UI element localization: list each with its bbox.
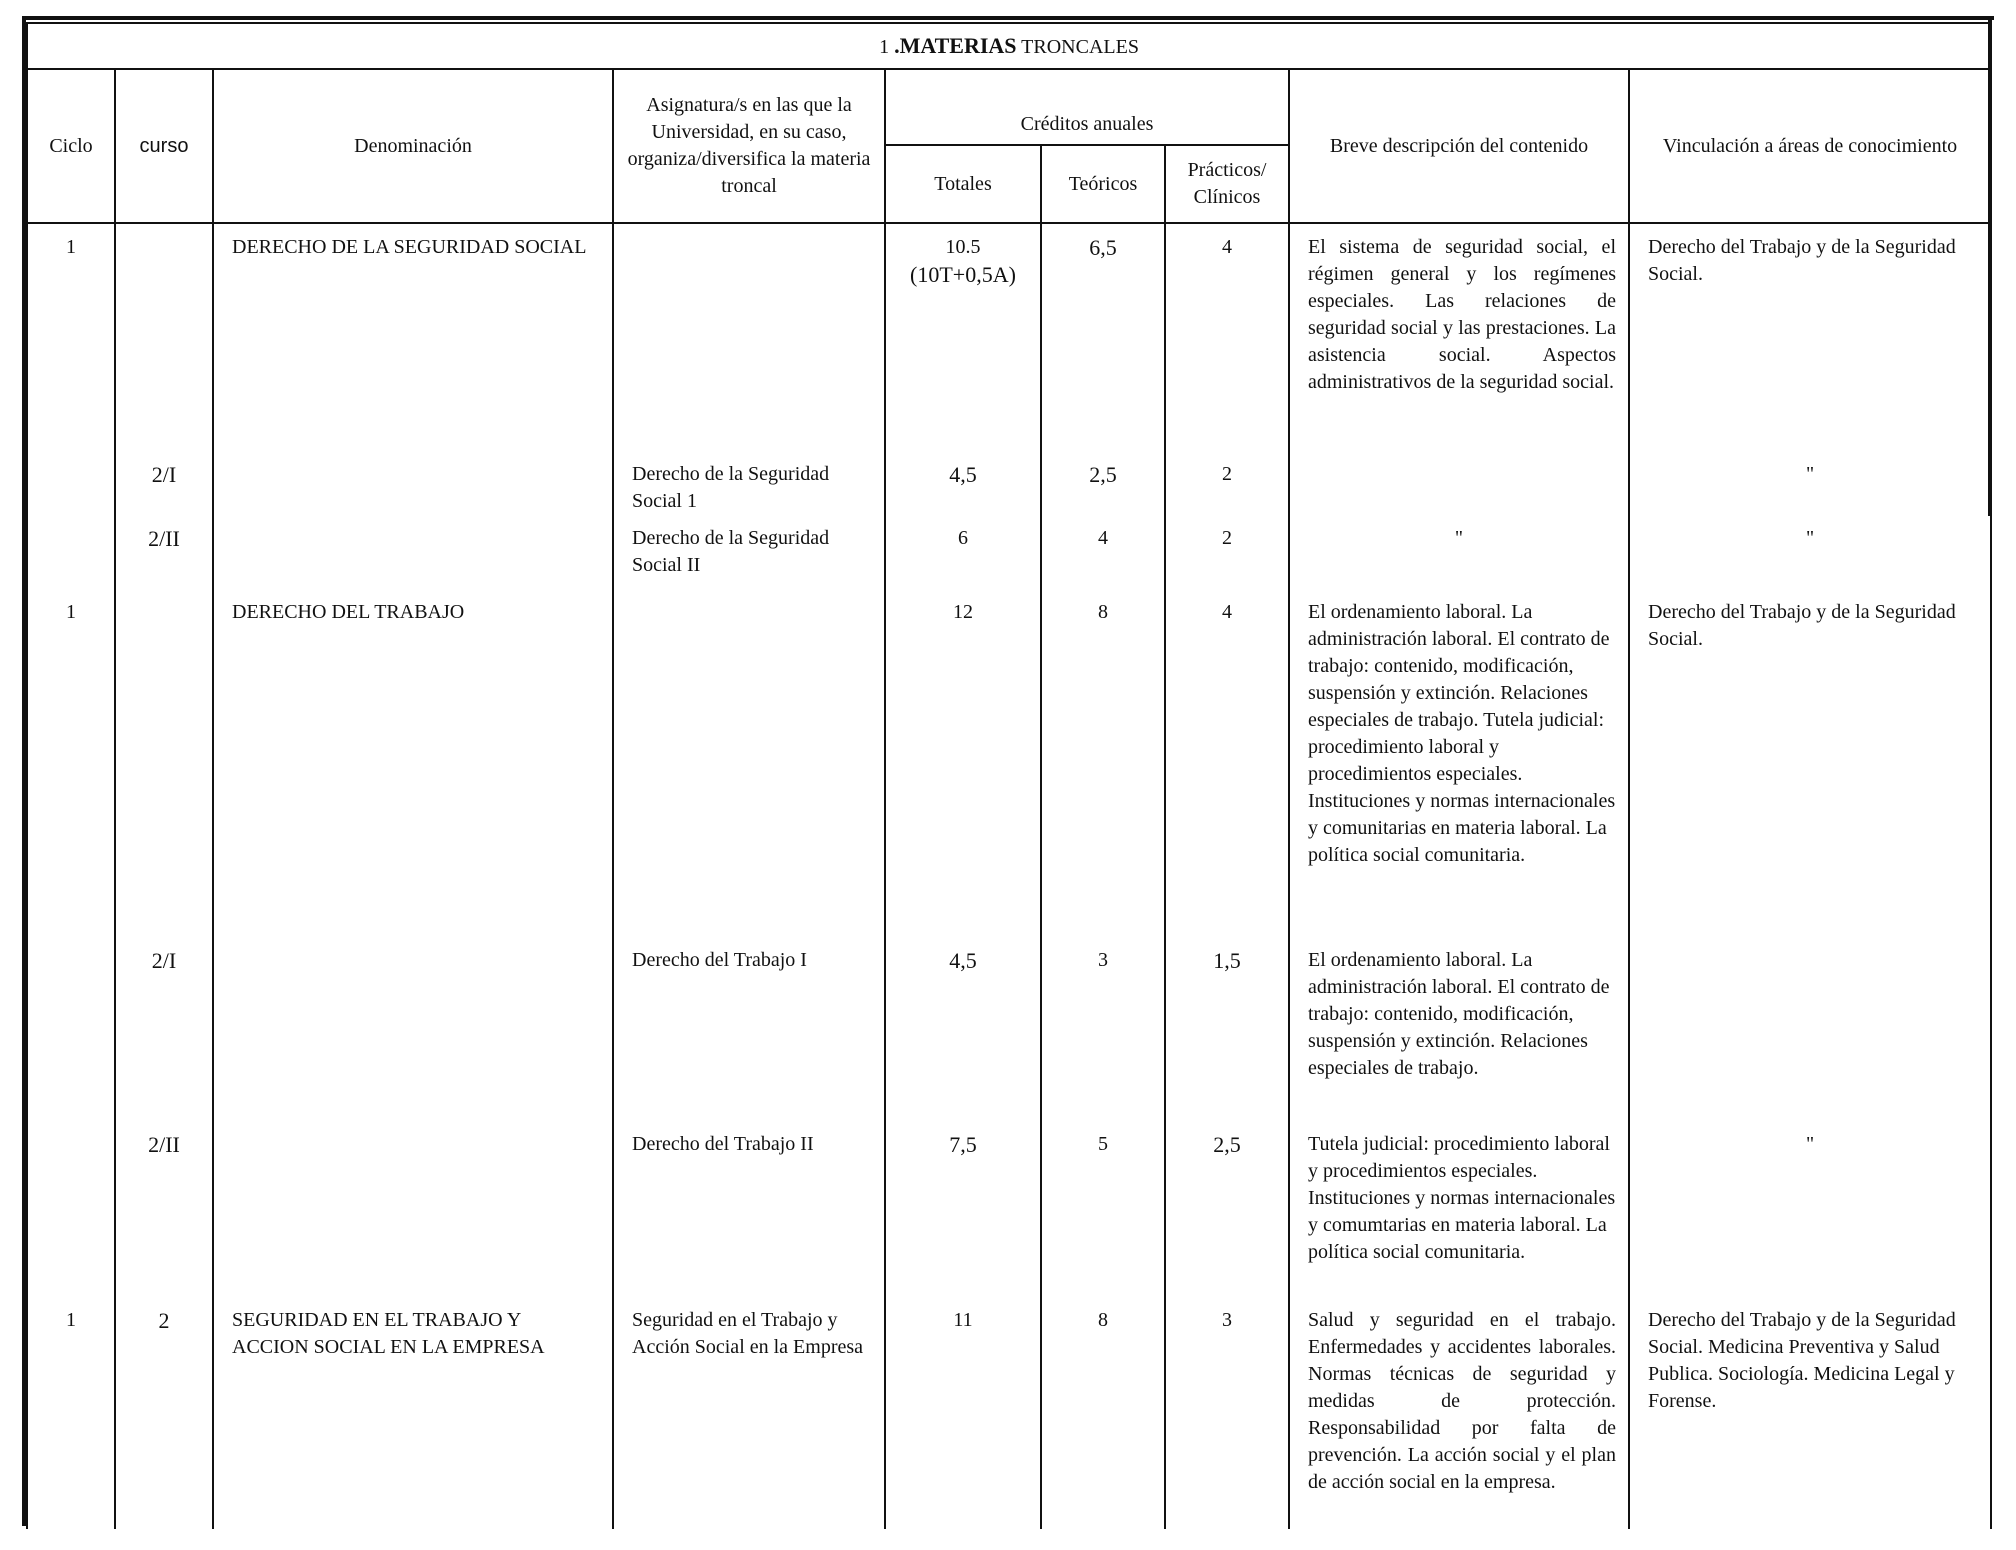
- cell-ciclo: 1: [27, 223, 115, 451]
- cell-denominacion: DERECHO DE LA SEGURIDAD SOCIAL: [213, 223, 613, 451]
- cell-denominacion: SEGURIDAD EN EL TRABAJO Y ACCION SOCIAL EN LA EMPRESA: [213, 1297, 613, 1529]
- header-asignaturas: Asignatura/s en las que la Universidad, en su caso, organiza/diversifica la materia troncal: [613, 69, 885, 223]
- cell-totales: 11: [885, 1297, 1041, 1529]
- header-teoricos: Teóricos: [1041, 145, 1165, 223]
- cell-denominacion: [213, 451, 613, 515]
- cell-denominacion: DERECHO DEL TRABAJO: [213, 589, 613, 937]
- cell-descripcion: ": [1289, 515, 1629, 589]
- cell-practicos: 4: [1165, 223, 1289, 451]
- cell-vinculacion: Derecho del Trabajo y de la Seguridad Social.: [1629, 589, 1991, 937]
- cell-curso: 2/I: [115, 937, 213, 1121]
- header-totales: Totales: [885, 145, 1041, 223]
- cell-asignatura: [613, 589, 885, 937]
- cell-vinculacion: Derecho del Trabajo y de la Seguridad Social. Medicina Preventiva y Salud Publica. Sociología. Medicina Legal y Forense.: [1629, 1297, 1991, 1529]
- outer-border-top: [22, 16, 1994, 20]
- table-row: [27, 589, 1991, 937]
- header-denominacion: Denominación: [213, 69, 613, 223]
- totales-note: (10T+0,5A): [910, 262, 1016, 287]
- table-row: [27, 515, 1991, 589]
- cell-asignatura: [613, 223, 885, 451]
- cell-teoricos: 3: [1041, 937, 1165, 1121]
- cell-vinculacion: [1629, 937, 1991, 1121]
- cell-totales: 4,5: [885, 937, 1041, 1121]
- cell-teoricos: 2,5: [1041, 451, 1165, 515]
- header-practicos: Prácticos/ Clínicos: [1165, 145, 1289, 223]
- cell-asignatura: Derecho de la Seguridad Social 1: [613, 451, 885, 515]
- header-creditos: Créditos anuales: [885, 69, 1289, 145]
- cell-teoricos: 5: [1041, 1121, 1165, 1297]
- cell-vinculacion: Derecho del Trabajo y de la Seguridad Social.: [1629, 223, 1991, 451]
- cell-descripcion: El ordenamiento laboral. La administración laboral. El contrato de trabajo: contenido, modificación, suspensión y extinción. Relaciones especiales de trabajo. Tutela judicial: procedimiento laboral y procedimientos especiales. Instituciones y normas internacionales y comunitarias en materia laboral. La política social comunitaria.: [1289, 589, 1629, 937]
- totales-value: 10.5: [945, 236, 981, 258]
- cell-ciclo: [27, 937, 115, 1121]
- cell-denominacion: [213, 937, 613, 1121]
- header-descripcion: Breve descripción del contenido: [1289, 69, 1629, 223]
- cell-practicos: 3: [1165, 1297, 1289, 1529]
- cell-descripcion: [1289, 451, 1629, 515]
- cell-ciclo: [27, 1121, 115, 1297]
- header-ciclo: Ciclo: [27, 69, 115, 223]
- cell-practicos: 2: [1165, 515, 1289, 589]
- header-row-1: [27, 69, 1991, 145]
- cell-curso: 2: [115, 1297, 213, 1529]
- cell-asignatura: Derecho de la Seguridad Social II: [613, 515, 885, 589]
- table-row: [27, 451, 1991, 515]
- cell-descripcion: El ordenamiento laboral. La administración laboral. El contrato de trabajo: contenido, modificación, suspensión y extinción. Relaciones especiales de trabajo.: [1289, 937, 1629, 1121]
- cell-curso: [115, 223, 213, 451]
- cell-ciclo: [27, 451, 115, 515]
- cell-ciclo: [27, 515, 115, 589]
- table-title: [27, 23, 1991, 69]
- cell-teoricos: 8: [1041, 1297, 1165, 1529]
- table-row: [27, 1121, 1991, 1297]
- cell-practicos: 4: [1165, 589, 1289, 937]
- title-row: [27, 23, 1991, 69]
- cell-totales: [885, 223, 1041, 451]
- cell-curso: [115, 589, 213, 937]
- header-vinculacion: Vinculación a áreas de conocimiento: [1629, 69, 1991, 223]
- cell-vinculacion: ": [1629, 515, 1991, 589]
- cell-totales: 7,5: [885, 1121, 1041, 1297]
- cell-ciclo: 1: [27, 589, 115, 937]
- cell-vinculacion: ": [1629, 1121, 1991, 1297]
- cell-practicos: 2,5: [1165, 1121, 1289, 1297]
- materias-troncales-table: [26, 22, 1992, 1529]
- table-row: [27, 937, 1991, 1121]
- cell-descripcion: Tutela judicial: procedimiento laboral y procedimientos especiales. Instituciones y normas internacionales y comumtarias en materia laboral. La política social comunitaria.: [1289, 1121, 1629, 1297]
- cell-denominacion: [213, 1121, 613, 1297]
- table-row: [27, 223, 1991, 451]
- cell-vinculacion: ": [1629, 451, 1991, 515]
- cell-practicos: 2: [1165, 451, 1289, 515]
- cell-totales: 6: [885, 515, 1041, 589]
- header-curso: curso: [115, 69, 213, 223]
- cell-asignatura: Derecho del Trabajo II: [613, 1121, 885, 1297]
- cell-curso: 2/II: [115, 515, 213, 589]
- cell-teoricos: 8: [1041, 589, 1165, 937]
- cell-practicos: 1,5: [1165, 937, 1289, 1121]
- cell-totales: 12: [885, 589, 1041, 937]
- title-rest: TRONCALES: [1021, 35, 1139, 58]
- cell-totales: 4,5: [885, 451, 1041, 515]
- table-row: [27, 1297, 1991, 1529]
- cell-teoricos: 4: [1041, 515, 1165, 589]
- cell-curso: 2/I: [115, 451, 213, 515]
- cell-descripcion: Salud y seguridad en el trabajo. Enfermedades y accidentes laborales. Normas técnicas de seguridad y medidas de protección. Responsabilidad por falta de prevención. La acción social y el plan de acción social en la empresa.: [1289, 1297, 1629, 1529]
- cell-ciclo: 1: [27, 1297, 115, 1529]
- cell-denominacion: [213, 515, 613, 589]
- cell-asignatura: Seguridad en el Trabajo y Acción Social en la Empresa: [613, 1297, 885, 1529]
- cell-asignatura: Derecho del Trabajo I: [613, 937, 885, 1121]
- title-bold: .MATERIAS: [894, 32, 1017, 58]
- cell-curso: 2/II: [115, 1121, 213, 1297]
- title-prefix: 1: [879, 35, 890, 58]
- cell-teoricos: 6,5: [1041, 223, 1165, 451]
- document-page: [22, 16, 1994, 1526]
- cell-descripcion: El sistema de seguridad social, el régimen general y los regímenes especiales. Las relaciones de seguridad social y las prestaciones. La asistencia social. Aspectos administrativos de la seguridad social.: [1289, 223, 1629, 451]
